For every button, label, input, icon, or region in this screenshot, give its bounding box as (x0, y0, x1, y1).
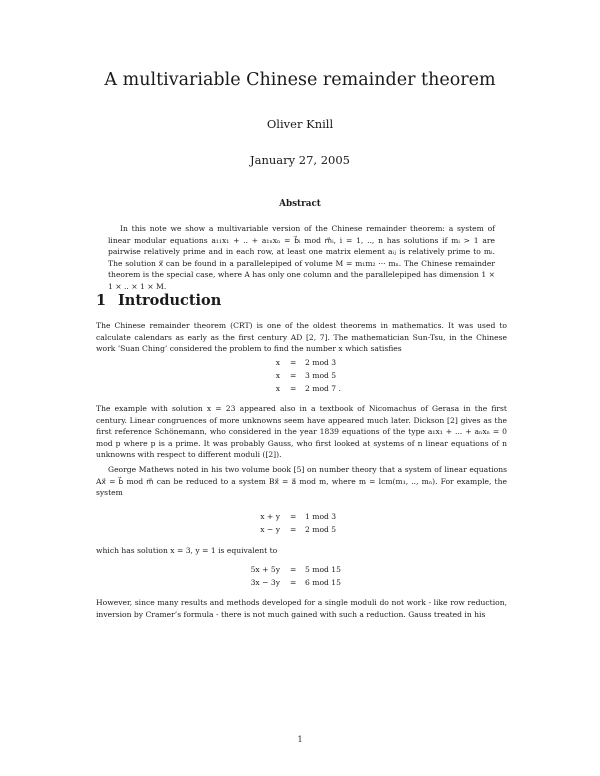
section-title: Introduction (118, 292, 222, 309)
eq1-rhs: 3 mod 5 (305, 371, 337, 380)
eq1-lhs: x (275, 358, 280, 367)
eq1-lhs: x (275, 371, 280, 380)
eq1-lhs: x (275, 384, 280, 393)
eq3-lhs: 3x − 3y (250, 578, 280, 587)
paragraph-mathews: George Mathews noted in his two volume book [5] on number theory that a system of linear equations Ax⃗ = b⃗ mod m⃗ can be reduced to a system Bx⃗ = a⃗ mod m, where m = lcm(m₁, .., mₙ). For example, the system (96, 465, 507, 498)
paragraph-intro: The Chinese remainder theorem (CRT) is one of the oldest theorems in mathematics. It was used to calculate calendars as early as the first century AD [2, 7]. The mathematician Sun-Tsu, in the Chinese work ’Suan Ching’ considered the problem to find the number x which satisfies (96, 321, 507, 354)
eq1-rel: = (290, 371, 297, 380)
eq2-rhs: 1 mod 3 (305, 512, 337, 521)
eq3-rhs: 5 mod 15 (305, 565, 341, 574)
abstract-heading: Abstract (279, 199, 321, 209)
paragraph-equivalent: which has solution x = 3, y = 1 is equivalent to (96, 546, 278, 555)
publication-date: January 27, 2005 (250, 153, 350, 167)
eq1-rel: = (290, 384, 297, 393)
section-heading (96, 292, 221, 309)
eq3-rel: = (290, 565, 297, 574)
eq1-rhs: 2 mod 3 (305, 358, 337, 367)
section-number: 1 (96, 292, 107, 309)
equation-block-2 (0, 511, 600, 539)
eq1-rhs: 2 mod 7 . (305, 384, 341, 393)
author-name: Oliver Knill (266, 117, 334, 131)
eq2-rel: = (290, 525, 297, 534)
eq2-lhs: x + y (260, 512, 280, 521)
equation-block-3 (0, 564, 600, 592)
paper-title: A multivariable Chinese remainder theorem (104, 70, 496, 90)
eq2-lhs: x − y (260, 525, 280, 534)
abstract-text: In this note we show a multivariable version of the Chinese remainder theorem: a system of linear modular equations a₁₁x₁ + .. + a₁ₙxₙ = b⃗ᵢ mod m⃗ᵢ, i = 1, .., n has solutions if mᵢ > 1 are pairwise relatively prime and in each row, at least one matrix element aᵢⱼ is relatively prime to mᵢ. The solution x⃗ can be found in a parallelepiped of volume M = m₁m₂ ··· mₙ. The Chinese remainder theorem is the special case, where A has only one column and the parallelepiped has dimension 1 × 1 × .. × 1 × M. (108, 224, 495, 291)
page-number: 1 (297, 735, 303, 744)
eq2-rhs: 2 mod 5 (305, 525, 337, 534)
equation-block-1 (0, 357, 600, 397)
eq1-rel: = (290, 358, 297, 367)
eq2-rel: = (290, 512, 297, 521)
eq3-rhs: 6 mod 15 (305, 578, 341, 587)
eq3-rel: = (290, 578, 297, 587)
paragraph-however: However, since many results and methods developed for a single moduli do not work - like row reduction, inversion by Cramer’s formula - there is not much gained with such a reduction. Gauss treated in his (96, 598, 507, 619)
paragraph-history: The example with solution x = 23 appeared also in a textbook of Nicomachus of Gerasa in the first century. Linear congruences of more unknowns seem have appeared much later. Dickson [2] gives as the first reference Schönemann, who considered in the year 1839 equations of the type a₁x₁ + ... + aₙxₙ = 0 mod p where p is a prime. It was probably Gauss, who first looked at systems of n linear equations of n unknowns with respect to different moduli ([2]). (96, 404, 507, 460)
eq3-lhs: 5x + 5y (250, 565, 280, 574)
